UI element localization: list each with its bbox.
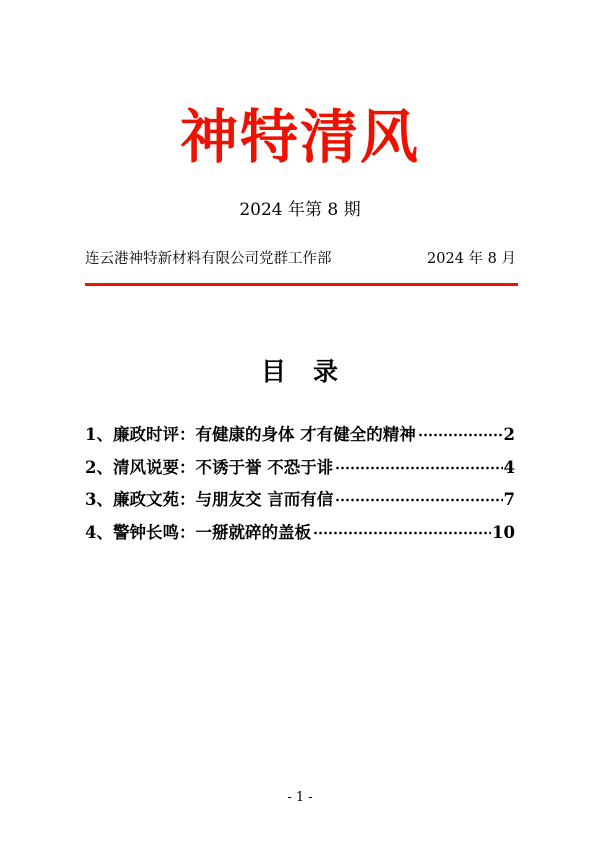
toc-item-label: 2、清风说要：不诱于誉 不恐于诽 [85, 457, 334, 477]
toc-list [85, 424, 515, 544]
dot-leader [335, 492, 502, 508]
toc-item-page-number: 10 [492, 522, 515, 542]
toc-item-page-number: 4 [503, 457, 515, 477]
dot-leader [335, 460, 502, 476]
toc-item [85, 489, 515, 511]
toc-item [85, 424, 515, 446]
toc-item-label: 4、警钟长鸣：一掰就碎的盖板 [85, 522, 311, 542]
toc-item [85, 522, 515, 544]
toc-item [85, 457, 515, 479]
newsletter-title: 神特清风 [179, 103, 420, 171]
toc-item-label: 1、廉政时评：有健康的身体 才有健全的精神 [85, 425, 416, 444]
divider-rule [85, 283, 518, 286]
toc-item-page-number: 7 [503, 490, 515, 509]
dot-leader [313, 525, 491, 541]
toc-item-label: 3、廉政文苑：与朋友交 言而有信 [85, 490, 334, 509]
issue-number: 2024 年第 8 期 [239, 200, 361, 220]
publisher-department: 连云港神特新材料有限公司党群工作部 [85, 251, 332, 267]
toc-item-page-number: 2 [503, 425, 515, 444]
toc-heading: 目 录 [260, 357, 339, 386]
page-number: - 1 - [287, 790, 313, 805]
dot-leader [418, 427, 503, 443]
masthead-row [85, 250, 516, 268]
publish-date: 2024 年 8 月 [427, 251, 516, 267]
